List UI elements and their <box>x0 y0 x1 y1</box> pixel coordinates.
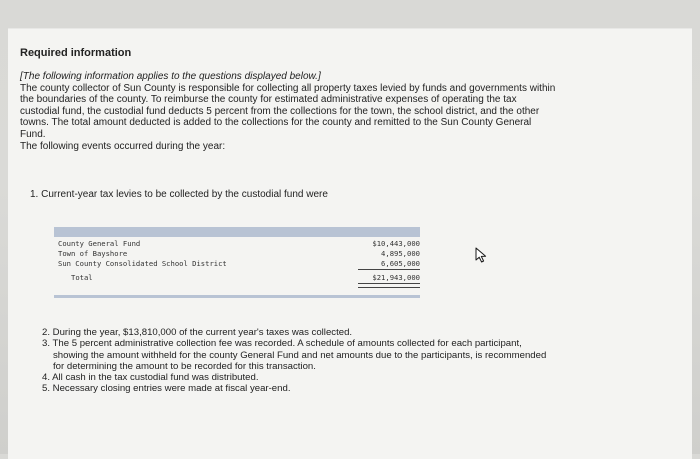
intro-paragraph <box>20 71 660 152</box>
row-label: Sun County Consolidated School District <box>58 259 227 268</box>
table-footer-band <box>54 295 420 298</box>
event-item-5: 5. Necessary closing entries were made at fiscal year-end. <box>42 383 291 395</box>
event-item-4: 4. All cash in the tax custodial fund was distributed. <box>42 372 259 384</box>
event-item-3-cont: showing the amount withheld for the county General Fund and net amounts due to the participants, is recommended <box>53 349 547 361</box>
intro-line: Fund. <box>20 128 46 140</box>
intro-line: towns. The total amount deducted is added to the collections for the county and remitted to the Sun County General <box>20 117 532 129</box>
intro-line: the boundaries of the county. To reimburse the county for estimated administrative expenses of operating the tax <box>20 94 517 106</box>
levy-table <box>54 227 420 297</box>
total-amount: $21,943,000 <box>372 273 420 282</box>
total-label: Total <box>71 273 93 282</box>
subtotal-rule <box>358 269 420 270</box>
row-label: County General Fund <box>58 239 141 248</box>
intro-note: [The following information applies to the questions displayed below.] <box>20 71 321 82</box>
intro-line: The county collector of Sun County is responsible for collecting all property taxes levied by funds and governments within <box>20 82 556 94</box>
intro-line: custodial fund, the custodial fund deducts 5 percent from the collections for the town, the school district, and the other <box>20 105 540 117</box>
table-header-band <box>54 227 420 237</box>
row-amount: 4,895,000 <box>381 249 420 258</box>
events-intro: The following events occurred during the year: <box>20 140 226 152</box>
event-item-1: 1. Current-year tax levies to be collected by the custodial fund were <box>30 189 328 200</box>
event-item-3-cont: for determining the amount to be recorded for this transaction. <box>53 360 316 372</box>
total-double-rule <box>358 283 420 288</box>
event-list <box>42 327 662 395</box>
mouse-pointer-icon <box>475 247 489 263</box>
row-label: Town of Bayshore <box>58 249 128 258</box>
event-item-2: 2. During the year, $13,810,000 of the current year's taxes was collected. <box>42 327 353 338</box>
event-item-3: 3. The 5 percent administrative collection fee was recorded. A schedule of amounts collected for each participant, <box>42 338 522 350</box>
question-panel <box>8 28 692 459</box>
row-amount: 6,605,000 <box>381 259 420 268</box>
row-amount: $10,443,000 <box>372 239 420 248</box>
section-heading: Required information <box>20 47 132 59</box>
